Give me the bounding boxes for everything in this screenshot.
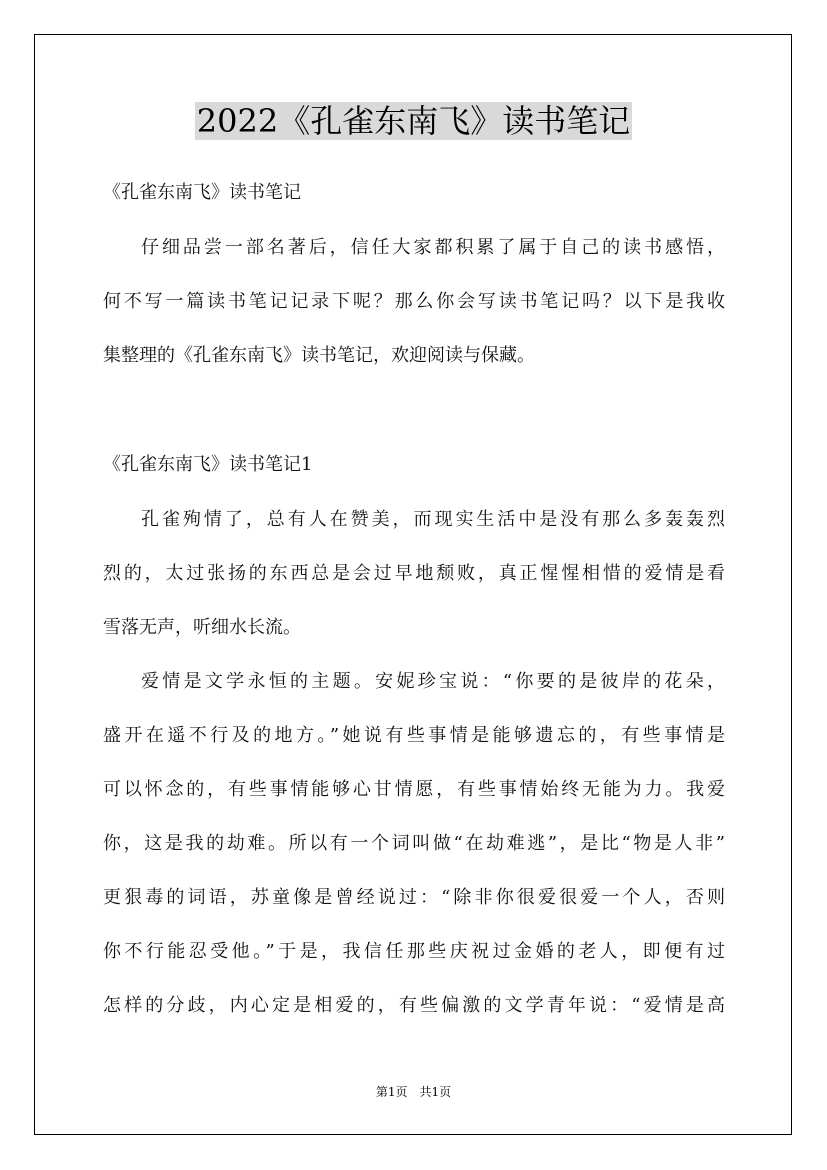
paragraph-line: 烈的，太过张扬的东西总是会过早地颓败，真正惺惺相惜的爱情是看 <box>103 563 725 584</box>
paragraph-line: 雪落无声，听细水长流。 <box>103 617 301 638</box>
document-subtitle: 《孔雀东南飞》读书笔记 <box>103 182 301 203</box>
document-title: 2022《孔雀东南飞》读书笔记 <box>196 102 631 140</box>
paragraph-line: 爱情是文学永恒的主题。安妮珍宝说：“你要的是彼岸的花朵， <box>141 671 725 692</box>
intro-line: 何不写一篇读书笔记记录下呢？那么你会写读书笔记吗？以下是我收 <box>103 291 725 312</box>
paragraph-line: 盛开在遥不行及的地方。”她说有些事情是能够遗忘的，有些事情是 <box>103 725 725 746</box>
section-heading: 《孔雀东南飞》读书笔记1 <box>103 454 313 475</box>
page-footer: 第1页 共1页 <box>375 1085 452 1099</box>
paragraph-line: 孔雀殉情了，总有人在赞美，而现实生活中是没有那么多轰轰烈 <box>141 509 725 530</box>
paragraph-line: 怎样的分歧，内心定是相爱的，有些偏激的文学青年说：“爱情是高 <box>103 995 725 1016</box>
intro-line: 集整理的《孔雀东南飞》读书笔记，欢迎阅读与保藏。 <box>103 345 535 366</box>
paragraph-line: 你，这是我的劫难。所以有一个词叫做“在劫难逃”，是比“物是人非” <box>103 833 725 854</box>
paragraph-line: 更狠毒的词语，苏童像是曾经说过：“除非你很爱很爱一个人，否则 <box>103 887 725 908</box>
paragraph-line: 可以怀念的，有些事情能够心甘情愿，有些事情始终无能为力。我爱 <box>103 779 725 800</box>
paragraph-line: 你不行能忍受他。”于是，我信任那些庆祝过金婚的老人，即便有过 <box>103 941 725 962</box>
intro-line: 仔细品尝一部名著后，信任大家都积累了属于自己的读书感悟， <box>141 237 725 258</box>
